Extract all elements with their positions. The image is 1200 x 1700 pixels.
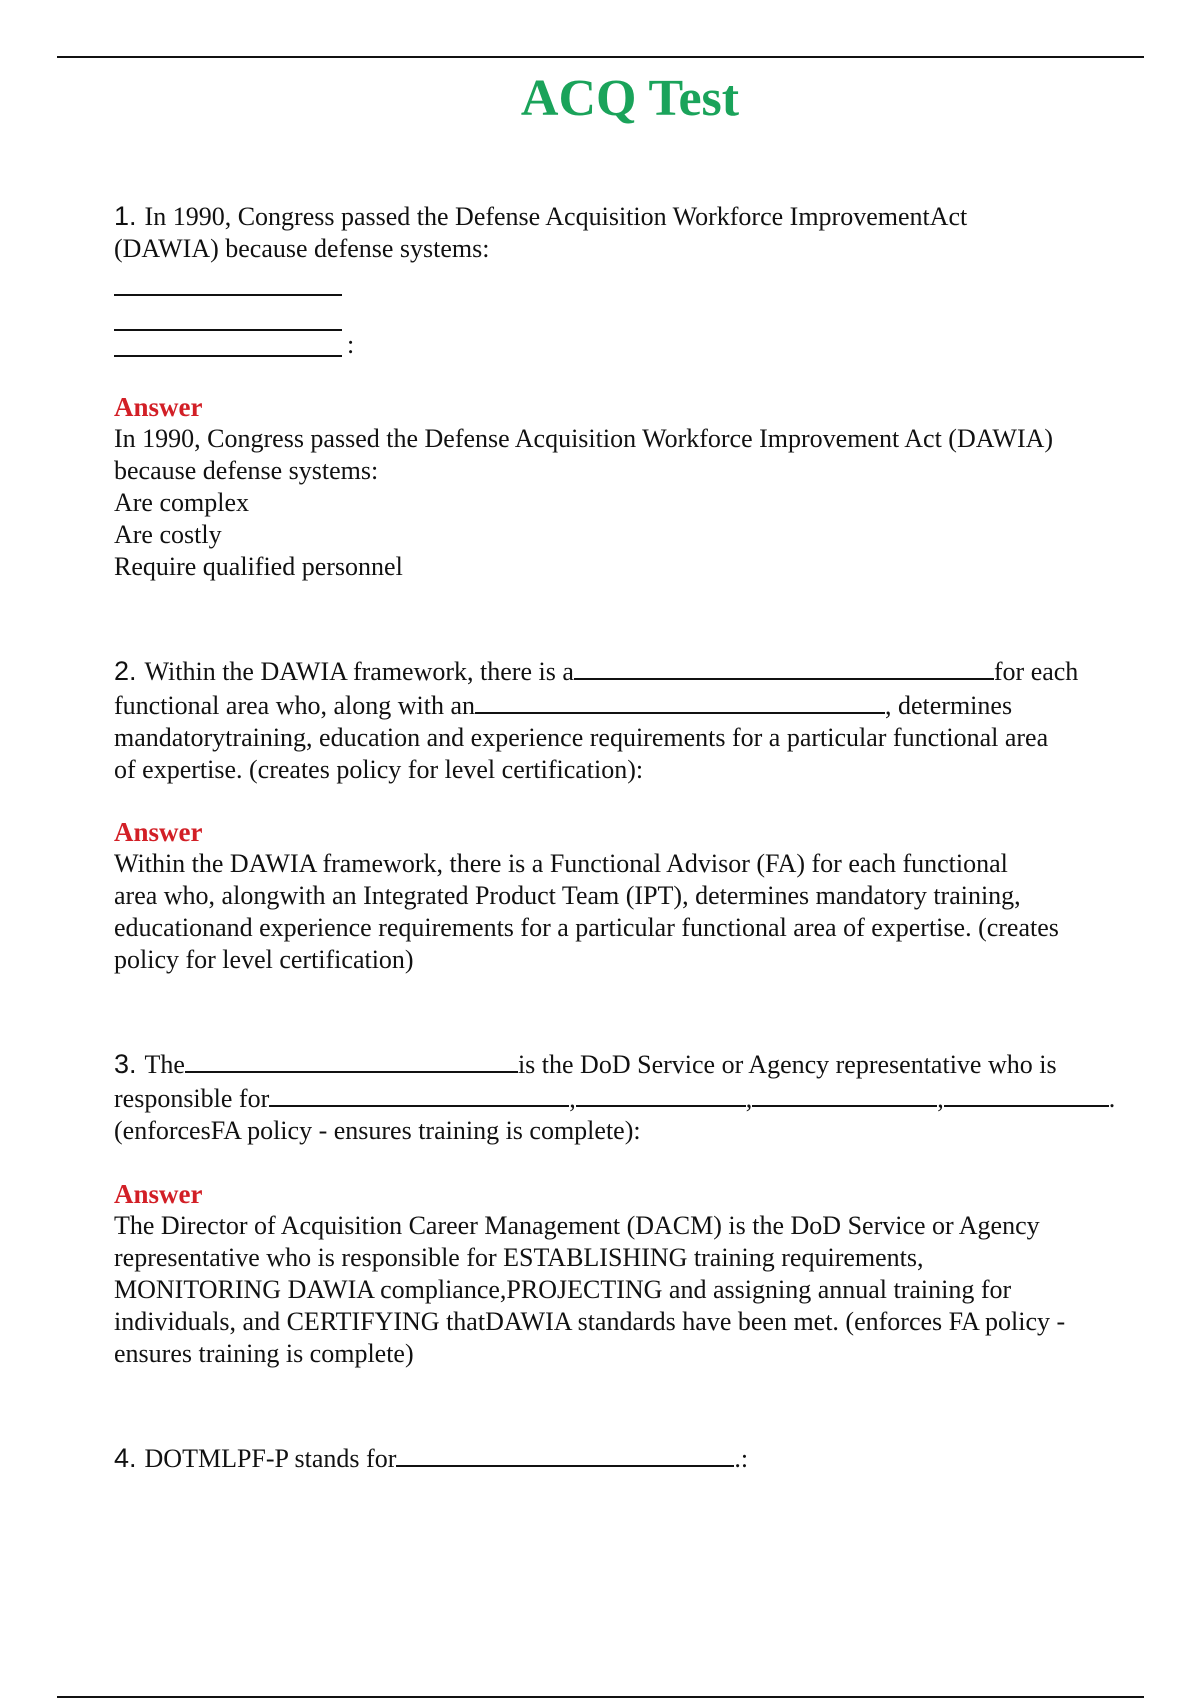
answer-blank[interactable] <box>576 1081 746 1107</box>
question-1 <box>114 200 1134 265</box>
answer-line: Are complex <box>114 488 250 517</box>
punctuation: , <box>569 1084 576 1113</box>
page-title: ACQ Test <box>520 70 740 127</box>
answer-line: ensures training is complete) <box>114 1339 414 1368</box>
question-3 <box>114 1047 1134 1147</box>
question-text: , determines <box>885 691 1013 720</box>
punctuation: .: <box>734 1444 749 1473</box>
answer-blank[interactable] <box>752 1081 937 1107</box>
question-text: responsible for <box>114 1084 270 1113</box>
answer-line: policy for level certification) <box>114 945 414 974</box>
answer-line: Are costly <box>114 520 222 549</box>
answer-blank[interactable] <box>185 1047 518 1073</box>
answer-blank[interactable] <box>114 329 342 331</box>
question-number: 1. <box>114 201 137 231</box>
answer-line: In 1990, Congress passed the Defense Acquisition Workforce Improvement Act (DAWIA) <box>114 424 1054 453</box>
punctuation: . <box>1108 1084 1116 1113</box>
question-text: (DAWIA) because defense systems: <box>114 234 490 263</box>
answer-line: The Director of Acquisition Career Management (DACM) is the DoD Service or Agency <box>114 1211 1040 1240</box>
top-rule <box>57 56 1144 58</box>
answer-blank[interactable] <box>574 654 994 680</box>
answer-2 <box>114 816 1134 976</box>
question-text: DOTMLPF-P stands for <box>144 1444 397 1473</box>
bottom-rule <box>57 1696 1144 1698</box>
question-text: is the DoD Service or Agency representative who is <box>517 1050 1057 1079</box>
question-text: Within the DAWIA framework, there is a <box>144 657 574 686</box>
answer-label: Answer <box>114 392 203 422</box>
answer-line: MONITORING DAWIA compliance,PROJECTING and assigning annual training for <box>114 1275 1012 1304</box>
answer-line: individuals, and CERTIFYING thatDAWIA standards have been met. (enforces FA policy - <box>114 1307 1066 1336</box>
question-text: for each <box>993 657 1079 686</box>
answer-line: Within the DAWIA framework, there is a Functional Advisor (FA) for each functional <box>114 849 1008 878</box>
question-text: mandatorytraining, education and experience requirements for a particular functional area <box>114 723 1049 752</box>
question-text: The <box>144 1050 185 1079</box>
answer-line: educationand experience requirements for a particular functional area of expertise. (creates <box>114 913 1059 942</box>
answer-blank[interactable] <box>944 1081 1109 1107</box>
answer-3 <box>114 1178 1134 1370</box>
question-4 <box>114 1441 1134 1475</box>
answer-line: because defense systems: <box>114 456 379 485</box>
answer-label: Answer <box>114 1179 203 1209</box>
answer-line: area who, alongwith an Integrated Product Team (IPT), determines mandatory training, <box>114 881 1021 910</box>
question-2 <box>114 654 1134 786</box>
answer-blank[interactable] <box>114 355 342 357</box>
answer-line: Require qualified personnel <box>114 552 403 581</box>
question-number: 2. <box>114 656 137 686</box>
answer-label: Answer <box>114 817 203 847</box>
answer-1 <box>114 391 1134 583</box>
question-number: 3. <box>114 1049 137 1079</box>
punctuation: , <box>937 1084 944 1113</box>
question-text: functional area who, along with an <box>114 691 475 720</box>
answer-line: representative who is responsible for ESTABLISHING training requirements, <box>114 1243 924 1272</box>
answer-blank[interactable] <box>114 294 342 296</box>
punctuation: : <box>347 330 355 359</box>
answer-blank[interactable] <box>269 1081 569 1107</box>
question-text: In 1990, Congress passed the Defense Acquisition Workforce ImprovementAct <box>144 202 968 231</box>
answer-blank[interactable] <box>396 1441 734 1467</box>
answer-blank[interactable] <box>475 688 885 714</box>
punctuation: , <box>745 1084 753 1113</box>
question-text: (enforcesFA policy - ensures training is complete): <box>114 1116 641 1145</box>
question-text: of expertise. (creates policy for level certification): <box>114 755 644 784</box>
question-number: 4. <box>114 1443 137 1473</box>
